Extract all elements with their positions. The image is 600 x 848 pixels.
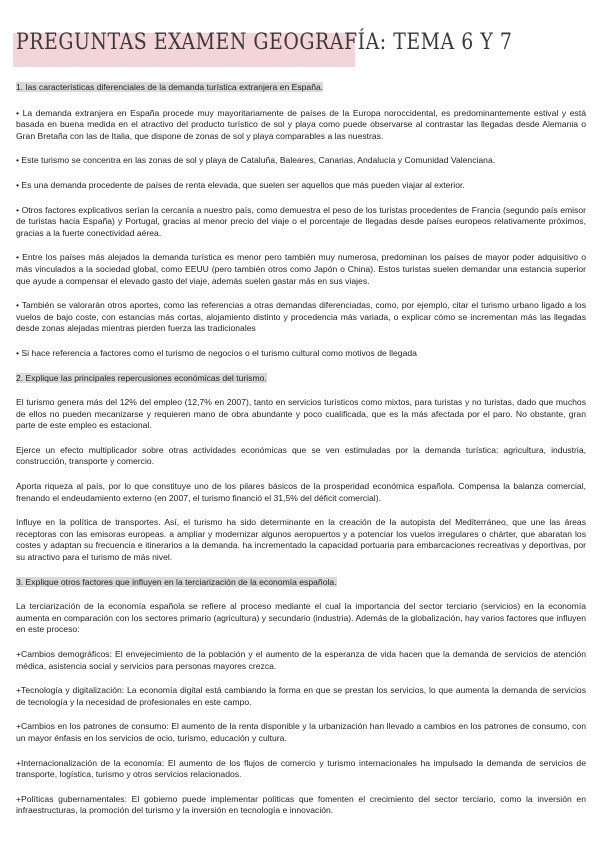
q1-paragraph: • Este turismo se concentra en las zonas de sol y playa de Cataluña, Baleares, Canarias, Andalucía y Comunidad Valenciana. [16, 155, 496, 166]
question-2-heading: 2. Explique las principales repercusiones económicas del turismo. [16, 372, 267, 383]
q2-paragraph: El turismo genera más del 12% del empleo (12,7% en 2007), tanto en servicios turísticos como mixtos, para turistas y no turistas, dado que muchos de ellos no pueden mecanizarse y requieren mano de obra abundante y poco cualificada, que es la más afectada por el paro. No obstante, gran parte de este empleo es estacional. [16, 397, 586, 431]
page-title-block [13, 27, 513, 67]
page-title: PREGUNTAS EXAMEN GEOGRAFÍA: TEMA 6 Y 7 [16, 30, 513, 55]
q1-paragraph: • También se valorarán otros aportes, como las referencias a otras demandas diferenciadas, como, por ejemplo, citar el turismo urbano ligado a los vuelos de bajo coste, con estancias más cortas, alojamiento distinto y procedencia más variada, o explicar cómo se incrementan más las llegadas desde zonas alejadas mientras pierden fuerza las tradicionales [16, 300, 586, 334]
q3-paragraph: La terciarización de la economía española se refiere al proceso mediante el cual la importancia del sector terciario (servicios) en la economía aumenta en comparación con los sectores primario (agricultura) y secundario (industria). Además de la globalización, hay varios factores que influyen en este proceso: [16, 601, 586, 635]
q2-paragraph: Influye en la política de transportes. Así, el turismo ha sido determinante en la creación de la autopista del Mediterráneo, que une las áreas receptoras con las emisoras europeas. a ampliar y modernizar algunos aeropuertos y a potenciar los vuelos irregulares o chárter, que abaratan los costes y adaptan su frecuencia e itinerarios a la demanda. ha incrementado la capacidad portuaria para embarcaciones recreativas y deportivas, por su atractivo para el turismo de más nivel. [16, 517, 586, 563]
document-body [16, 82, 586, 817]
q3-paragraph: +Políticas gubernamentales: El gobierno puede implementar políticas que fomenten el crecimiento del sector terciario, como la inversión en infraestructuras, la promoción del turismo y la inversión en tecnología e innovación. [16, 793, 586, 816]
question-3-heading: 3. Explique otros factores que influyen en la terciarización de la economía española. [16, 576, 337, 587]
q3-paragraph: +Cambios en los patrones de consumo: El aumento de la renta disponible y la urbanización han llevado a cambios en los patrones de consumo, con un mayor énfasis en los servicios de ocio, turismo, educación y cultura. [16, 721, 586, 743]
q1-paragraph: • Si hace referencia a factores como el turismo de negocios o el turismo cultural como motivos de llegada [16, 347, 417, 358]
question-1-heading: 1. las características diferenciales de la demanda turística extranjera en España. [16, 82, 324, 92]
q2-paragraph: Aporta riqueza al país, por lo que constituye uno de los pilares básicos de la prosperidad económica española. Compensa la balanza comercial, frenando el endeudamiento externo (en 2007, el turismo financió el 31,5% del déficit comercial). [16, 481, 586, 503]
q1-paragraph: • Es una demanda procedente de países de renta elevada, que suelen ser aquellos que más pueden viajar al exterior. [16, 179, 465, 190]
q1-paragraph: • Entre los países más alejados la demanda turística es menor pero también muy numerosa, predominan los países de mayor poder adquisitivo o más vinculados a la sociedad global, como EEUU (pero también otros como Japón o China). Estos turistas suelen demandar una estancia superior que ayude a compensar el elevado gasto del viaje, además suelen gastar más en sus viajes. [16, 252, 586, 286]
q3-paragraph: +Cambios demográficos: El envejecimiento de la población y el aumento de la esperanza de vida hacen que la demanda de servicios de atención médica, asistencia social y servicios para personas mayores crezca. [16, 649, 586, 671]
q3-paragraph: +Tecnología y digitalización: La economía digital está cambiando la forma en que se prestan los servicios, lo que aumenta la demanda de servicios de tecnología y la necesidad de profesionales en este campo. [16, 685, 586, 707]
q1-paragraph: • La demanda extranjera en España procede muy mayoritariamente de países de la Europa noroccidental, es predominantemente estival y está basada en buena medida en el atractivo del producto turístico de sol y playa como puede observarse al contrastar las llegadas desde Alemania o Gran Bretaña con las de Italia, que dispone de zonas de sol y playa comparables a las nuestras. [16, 107, 586, 141]
q2-paragraph: Ejerce un efecto multiplicador sobre otras actividades económicas que se ven estimuladas por la demanda turística: agricultura, industria, construcción, transporte y comercio. [16, 444, 586, 467]
q3-paragraph: +Internacionalización de la economía: El aumento de los flujos de comercio y turismo internacionales ha impulsado la demanda de servicios de transporte, logística, turismo y otros servicios relacionados. [16, 757, 586, 780]
q1-paragraph: • Otros factores explicativos serían la cercanía a nuestro país, como demuestra el peso de los turistas procedentes de Francia (segundo país emisor de turistas hacia España) y Portugal, gracias al menor precio del viaje o el porcentaje de llegadas desde países europeos relativamente próximos, gracias a la fuerte conectividad aérea. [16, 204, 586, 238]
